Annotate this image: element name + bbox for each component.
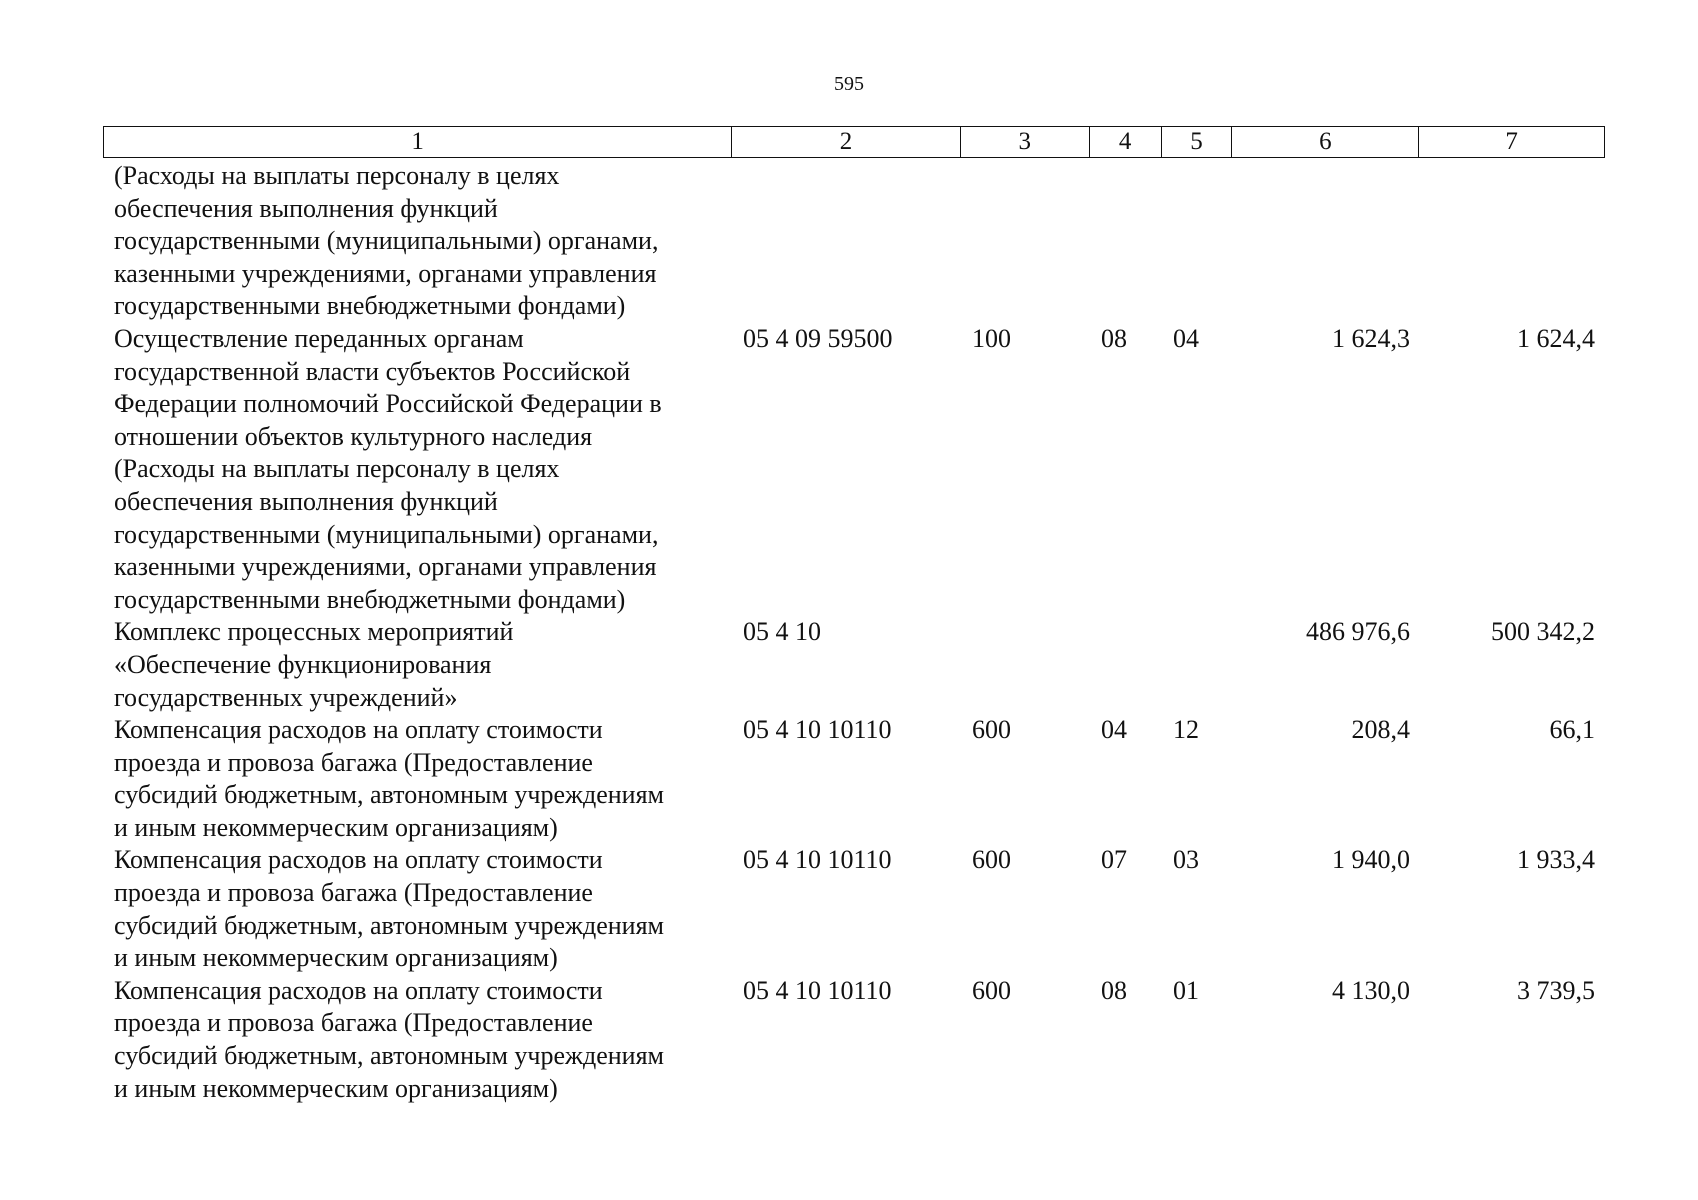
row-code: 05 4 10 [743,617,821,647]
header-col-2: 2 [732,127,961,157]
row-name: Комплекс процессных мероприятий «Обеспечение функционирования государственных учреждений» [114,617,514,712]
table-row [103,616,1605,714]
row-vr: 100 [972,323,1011,353]
row-name: Компенсация расходов на оплату стоимости проезда и провоза багажа (Предоставление субсидий бюджетным, автономным учреждениям и иным некоммерческим организациям) [114,715,664,842]
row-sum-1 [1233,160,1420,323]
row-rz: 07 [1101,845,1127,875]
table-row [103,714,1605,844]
row-name: Осуществление переданных органам государственной власти субъектов Российской Федерации полномочий Российской Федерации в отношении объектов культурного наследия (Расходы на выплаты персоналу в целях обеспечения выполнения функций государственными (муниципальными) органами, казенными учреждениями, органами управления государственными внебюджетными фондами) [114,323,662,614]
row-code [732,160,961,323]
row-pr [1162,616,1233,714]
row-sum-1: 486 976,6 [1306,617,1410,647]
row-code: 05 4 10 10110 [743,715,892,745]
header-col-1: 1 [104,127,732,157]
row-sum-2: 1 933,4 [1517,845,1595,875]
row-rz: 08 [1101,323,1127,353]
header-col-6: 6 [1232,127,1419,157]
row-sum-2 [1420,160,1605,323]
header-col-7: 7 [1505,128,1518,155]
row-rz: 08 [1101,975,1127,1005]
row-name: Компенсация расходов на оплату стоимости проезда и провоза багажа (Предоставление субсидий бюджетным, автономным учреждениям и иным некоммерческим организациям) [114,975,664,1103]
table-row [103,844,1605,974]
row-code: 05 4 09 59500 [743,323,893,353]
row-rz [1090,160,1162,323]
table-body [103,160,1605,1105]
row-code: 05 4 10 10110 [743,845,892,875]
row-pr: 12 [1173,715,1199,745]
header-col-5: 5 [1162,127,1233,157]
row-pr: 01 [1173,975,1199,1005]
table-header [103,126,1605,158]
row-vr [961,616,1090,714]
header-col-4: 4 [1090,127,1162,157]
table-row [103,975,1605,1105]
row-pr: 04 [1173,323,1199,353]
row-sum-1: 4 130,0 [1332,975,1410,1005]
header-col-3: 3 [961,127,1090,157]
row-pr: 03 [1173,845,1199,875]
row-code: 05 4 10 10110 [743,975,892,1005]
row-sum-2: 500 342,2 [1491,617,1595,647]
row-vr: 600 [972,845,1011,875]
row-sum-2: 1 624,4 [1517,323,1595,353]
table-row [103,160,1605,323]
row-rz: 04 [1101,715,1127,745]
row-vr: 600 [972,715,1011,745]
row-pr [1162,160,1233,323]
page-number: 595 [834,73,864,95]
row-sum-2: 3 739,5 [1517,975,1595,1005]
row-rz [1090,616,1162,714]
row-name: (Расходы на выплаты персоналу в целях обеспечения выполнения функций государственными (муниципальными) органами, казенными учреждениями, органами управления государственными внебюджетными фондами) [114,161,659,321]
row-vr [961,160,1090,323]
table-row [103,323,1605,616]
row-sum-1: 1 940,0 [1332,845,1410,875]
row-sum-1: 208,4 [1351,715,1410,745]
row-name: Компенсация расходов на оплату стоимости проезда и провоза багажа (Предоставление субсидий бюджетным, автономным учреждениям и иным некоммерческим организациям) [114,845,664,973]
row-sum-1: 1 624,3 [1332,323,1410,353]
row-sum-2: 66,1 [1549,715,1595,745]
row-vr: 600 [972,975,1011,1005]
